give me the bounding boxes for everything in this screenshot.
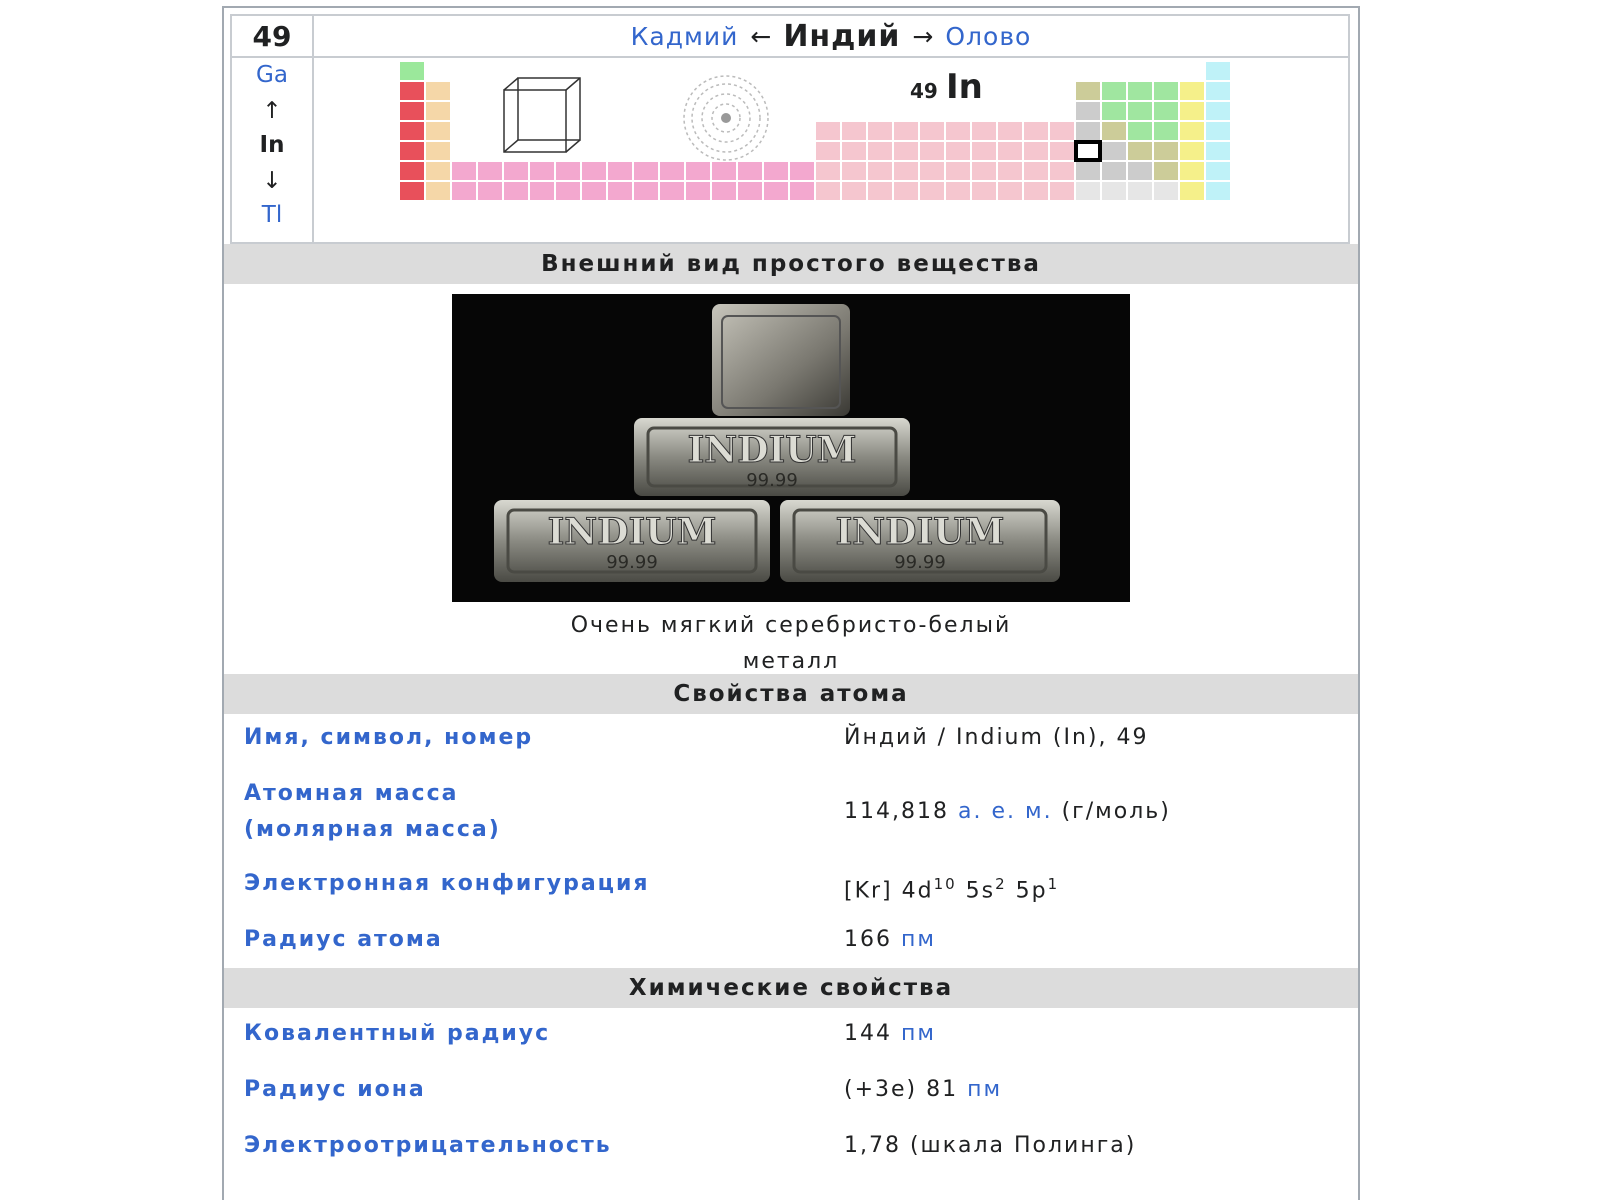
pt-cell (1180, 102, 1204, 120)
caption-line-2: металл (742, 649, 840, 674)
right-arrow-icon: → (912, 21, 934, 51)
pt-cell (1050, 162, 1074, 180)
pt-cell (1206, 62, 1230, 80)
prop-label-name[interactable]: Имя, символ, номер (244, 725, 534, 750)
pt-cell (1206, 102, 1230, 120)
bar-purity-middle: 99.99 (746, 470, 798, 491)
indium-photo (452, 294, 1130, 602)
pt-cell (1024, 142, 1048, 160)
pt-cell (1180, 182, 1204, 200)
pt-cell (504, 182, 528, 200)
pt-cell (972, 142, 996, 160)
pt-cell (946, 122, 970, 140)
covalent-radius-unit-link[interactable]: пм (901, 1021, 936, 1046)
pt-cell (998, 182, 1022, 200)
atom-radius-number: 166 (844, 927, 892, 952)
prop-value-atom-radius (844, 922, 1344, 958)
pt-cell (790, 162, 814, 180)
pt-cell (1180, 162, 1204, 180)
pt-cell (764, 182, 788, 200)
prop-value-electronegativity: 1,78 (шкала Полинга) (844, 1133, 1137, 1158)
prop-value-electron-config (844, 866, 1344, 909)
pt-cell (1076, 82, 1100, 100)
pt-cell (1180, 122, 1204, 140)
pt-cell (1076, 102, 1100, 120)
pt-cell (1128, 162, 1152, 180)
pt-cell (400, 142, 424, 160)
pt-cell (1102, 102, 1126, 120)
pt-cell (1050, 122, 1074, 140)
pt-cell (1102, 142, 1126, 160)
periodic-table-cells (400, 62, 1230, 200)
pt-cell (972, 122, 996, 140)
group-current-symbol: In (259, 132, 285, 158)
pt-cell (972, 182, 996, 200)
pt-cell (478, 182, 502, 200)
pt-cell (608, 182, 632, 200)
pt-cell (1102, 82, 1126, 100)
atomic-mass-tail: (г/моль) (1061, 799, 1171, 824)
pt-cell (738, 182, 762, 200)
pt-cell (1050, 142, 1074, 160)
pt-cell (1076, 122, 1100, 140)
pt-cell (868, 182, 892, 200)
pt-cell (660, 182, 684, 200)
ion-radius-number: (+3e) 81 (844, 1077, 959, 1102)
up-arrow-icon: ↑ (262, 98, 282, 124)
down-arrow-icon: ↓ (262, 168, 282, 194)
pt-cell (1102, 162, 1126, 180)
pt-cell (842, 122, 866, 140)
pt-cell (712, 162, 736, 180)
electron-shell-icon (684, 76, 768, 160)
pt-cell (608, 162, 632, 180)
next-element-link[interactable]: Олово (945, 21, 1032, 51)
pt-cell (816, 182, 840, 200)
pt-cell (686, 182, 710, 200)
pt-cell (920, 142, 944, 160)
pt-cell (894, 142, 918, 160)
pt-cell (1076, 182, 1100, 200)
pt-cell (400, 122, 424, 140)
pt-cell (504, 162, 528, 180)
pt-cell (556, 182, 580, 200)
prop-label-electron-config[interactable]: Электронная конфигурация (244, 871, 650, 896)
pt-cell (1154, 182, 1178, 200)
pt-label-symbol: In (946, 67, 983, 107)
bar-text-right: INDIUM (835, 511, 1005, 553)
crystal-lattice-icon (504, 78, 580, 152)
cfg-sup-3: 1 (1047, 875, 1060, 893)
indium-bars-image (452, 294, 1130, 602)
pt-cell (842, 182, 866, 200)
pt-cell (400, 182, 424, 200)
atomic-mass-number: 114,818 (844, 799, 949, 824)
pt-cell (894, 122, 918, 140)
pt-cell (1180, 142, 1204, 160)
pt-cell (816, 122, 840, 140)
pt-cell (634, 162, 658, 180)
pt-cell (1206, 142, 1230, 160)
photo-caption (452, 608, 1130, 680)
pt-cell (556, 162, 580, 180)
group-above-link[interactable]: Ga (256, 62, 288, 88)
cfg-sup-1: 10 (933, 875, 957, 893)
periodic-table-area (314, 58, 1348, 242)
pt-cell (1206, 182, 1230, 200)
ion-radius-unit-link[interactable]: пм (967, 1077, 1003, 1102)
pt-cell (1154, 122, 1178, 140)
pt-cell (712, 182, 736, 200)
pt-cell (868, 162, 892, 180)
indium-highlight-cell (1076, 142, 1100, 160)
pt-cell (946, 182, 970, 200)
pt-cell (634, 182, 658, 200)
atomic-number: 49 (232, 16, 314, 56)
pt-cell (400, 102, 424, 120)
prop-label-atom-radius[interactable]: Радиус атома (244, 927, 443, 952)
pt-cell (1206, 122, 1230, 140)
pt-cell (426, 102, 450, 120)
prop-label-ion-radius[interactable]: Радиус иона (244, 1077, 426, 1102)
prop-label-covalent-radius[interactable]: Ковалентный радиус (244, 1021, 551, 1046)
pt-cell (842, 162, 866, 180)
atom-radius-unit-link[interactable]: пм (901, 927, 936, 952)
bar-purity-right: 99.99 (894, 552, 946, 573)
pt-cell (1128, 102, 1152, 120)
cfg-mid-1: 5s (956, 878, 996, 904)
pt-cell (660, 162, 684, 180)
cfg-mid-2: 5p (1006, 878, 1048, 904)
group-below-link[interactable]: Tl (261, 202, 283, 228)
pt-label-number: 49 (910, 79, 938, 103)
pt-cell (1154, 142, 1178, 160)
pt-cell (1076, 162, 1100, 180)
prop-label-atomic-mass-line2: (молярная масса) (244, 817, 501, 842)
prop-value-atomic-mass (844, 794, 1344, 830)
pt-cell (816, 142, 840, 160)
pt-cell (1050, 182, 1074, 200)
section-header-chemical: Химические свойства (224, 968, 1358, 1008)
prev-element-link[interactable]: Кадмий (630, 21, 739, 51)
pt-cell (400, 162, 424, 180)
group-navigation (232, 58, 314, 242)
pt-cell (1154, 82, 1178, 100)
prop-value-name: Йндий / Indium (In), 49 (844, 725, 1149, 750)
prop-label-atomic-mass[interactable] (244, 776, 804, 848)
pt-cell (920, 162, 944, 180)
element-nav-row (230, 14, 1350, 58)
pt-cell (1180, 82, 1204, 100)
pt-cell (842, 142, 866, 160)
pt-cell (1128, 122, 1152, 140)
pt-cell (894, 182, 918, 200)
pt-cell (1206, 162, 1230, 180)
element-navigation (314, 16, 1348, 56)
pt-cell (426, 182, 450, 200)
pt-cell (1128, 82, 1152, 100)
pt-cell (582, 162, 606, 180)
pt-cell (1102, 182, 1126, 200)
pt-cell (452, 162, 476, 180)
pt-cell (946, 162, 970, 180)
prop-label-electronegativity[interactable]: Электроотрицательность (244, 1133, 612, 1158)
pt-cell (998, 142, 1022, 160)
pt-cell (1128, 182, 1152, 200)
pt-cell (1154, 162, 1178, 180)
pt-cell (946, 142, 970, 160)
pt-cell (738, 162, 762, 180)
caption-line-1: Очень мягкий серебристо-белый (570, 613, 1012, 638)
pt-cell (400, 82, 424, 100)
prop-value-ion-radius (844, 1072, 1344, 1108)
pt-cell (764, 162, 788, 180)
periodic-table-row (230, 58, 1350, 244)
pt-cell (686, 162, 710, 180)
atomic-mass-unit-link[interactable]: а. е. м. (957, 799, 1053, 824)
pt-cell (920, 122, 944, 140)
pt-cell (400, 62, 424, 80)
cfg-sup-2: 2 (995, 875, 1007, 893)
bar-text-middle: INDIUM (687, 429, 857, 471)
cfg-base: [Kr] 4d (844, 878, 934, 904)
pt-cell (868, 142, 892, 160)
section-header-atom: Свойства атома (224, 674, 1358, 714)
left-arrow-icon: ← (750, 21, 772, 51)
pt-cell (1024, 122, 1048, 140)
pt-cell (1206, 82, 1230, 100)
section-header-appearance: Внешний вид простого вещества (224, 244, 1358, 284)
pt-cell (1154, 102, 1178, 120)
pt-cell (530, 182, 554, 200)
bar-purity-left: 99.99 (606, 552, 658, 573)
pt-cell (790, 182, 814, 200)
element-infobox (222, 6, 1360, 1200)
pt-cell (452, 182, 476, 200)
pt-cell (998, 162, 1022, 180)
pt-cell (868, 122, 892, 140)
periodic-table-mini (314, 58, 1350, 242)
pt-cell (816, 162, 840, 180)
pt-cell (1128, 142, 1152, 160)
pt-cell (426, 82, 450, 100)
bar-text-left: INDIUM (547, 511, 717, 553)
pt-cell (426, 162, 450, 180)
pt-cell (1102, 122, 1126, 140)
pt-cell (972, 162, 996, 180)
pt-cell (1024, 182, 1048, 200)
pt-cell (530, 162, 554, 180)
pt-cell (426, 122, 450, 140)
pt-cell (1024, 162, 1048, 180)
pt-cell (894, 162, 918, 180)
prop-label-atomic-mass-line1: Атомная масса (244, 781, 459, 806)
pt-cell (426, 142, 450, 160)
pt-cell (920, 182, 944, 200)
current-element-name: Индий (783, 18, 901, 54)
covalent-radius-number: 144 (844, 1021, 892, 1046)
prop-value-covalent-radius (844, 1016, 1344, 1052)
pt-cell (582, 182, 606, 200)
pt-cell (998, 122, 1022, 140)
pt-cell (478, 162, 502, 180)
